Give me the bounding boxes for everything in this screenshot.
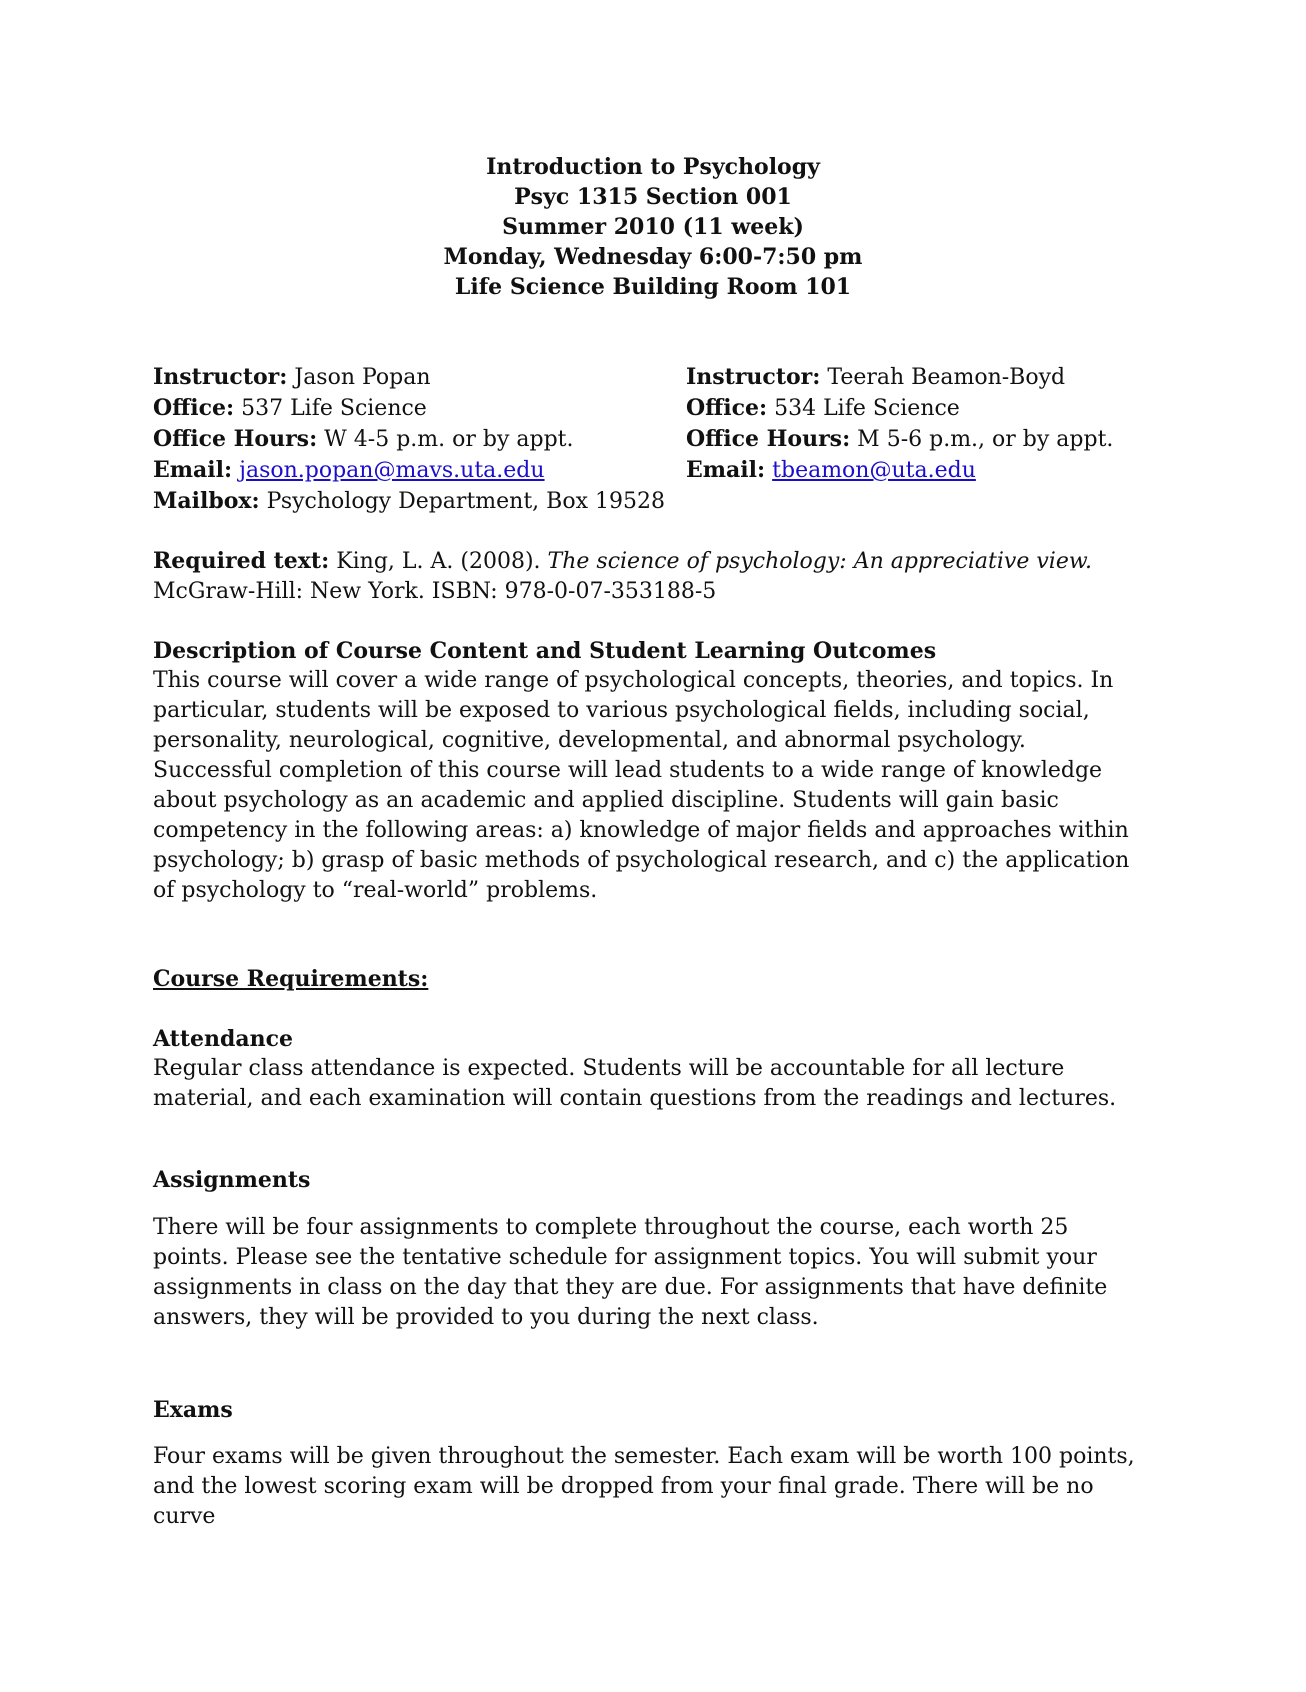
instructor-left xyxy=(153,362,665,517)
attendance-heading: Attendance xyxy=(153,1026,294,1052)
office-line xyxy=(153,393,665,424)
description-body: This course will cover a wide range of psychological concepts, theories, and topics. In particular, students will be exposed to various psychological fields, including social, personality, neurological, cognitive, developmental, and abnormal psychology. Successful completion of this course will lead students to a wide range of knowledge about psychology as an academic and applied discipline. Students will gain basic competency in the following areas: a) knowledge of major fields and approaches within psychology; b) grasp of basic methods of psychological research, and c) the application of psychology to “real-world” problems. xyxy=(153,668,1130,903)
email-link[interactable]: jason.popan@mavs.uta.edu xyxy=(239,458,545,483)
course-location: Life Science Building Room 101 xyxy=(454,274,852,300)
office-hours-line xyxy=(686,424,1113,455)
office-hours-value: M 5-6 p.m., or by appt. xyxy=(850,427,1114,452)
exams-heading: Exams xyxy=(153,1397,233,1423)
office-label: Office: xyxy=(686,395,768,421)
assignments-section xyxy=(153,1165,1143,1195)
office-hours-label: Office Hours: xyxy=(153,426,318,452)
office-line xyxy=(686,393,1113,424)
required-text-block xyxy=(153,546,1143,607)
email-label: Email: xyxy=(153,457,233,483)
instructor-name: Jason Popan xyxy=(287,365,431,390)
instructor-name: Teerah Beamon-Boyd xyxy=(820,365,1066,390)
exams-section xyxy=(153,1395,1143,1425)
required-text-paragraph xyxy=(153,546,1143,607)
assignments-heading: Assignments xyxy=(153,1167,311,1193)
email-label: Email: xyxy=(686,457,766,483)
exams-body-block xyxy=(153,1442,1143,1532)
course-title: Introduction to Psychology xyxy=(486,154,820,180)
instructor-label: Instructor: xyxy=(686,364,821,390)
office-hours-value: W 4-5 p.m. or by appt. xyxy=(317,427,574,452)
course-header xyxy=(0,152,1306,302)
description-heading: Description of Course Content and Student Learning Outcomes xyxy=(153,638,937,664)
attendance-body: Regular class attendance is expected. Students will be accountable for all lecture material, and each examination will contain questions from the readings and lectures. xyxy=(153,1056,1117,1111)
office-value: 537 Life Science xyxy=(234,396,427,421)
office-label: Office: xyxy=(153,395,235,421)
course-section: Psyc 1315 Section 001 xyxy=(514,184,792,210)
mailbox-line xyxy=(153,486,665,517)
required-text-title: The science of psychology: An appreciative view. xyxy=(547,549,1093,574)
course-term: Summer 2010 (11 week) xyxy=(502,214,804,240)
instructor-name-line xyxy=(153,362,665,393)
course-requirements-section xyxy=(153,964,1143,994)
instructor-name-line xyxy=(686,362,1113,393)
assignments-body: There will be four assignments to complete throughout the course, each worth 25 points. Please see the tentative schedule for assignment topics. You will submit your assignments in class on the day that they are due. For assignments that have definite answers, they will be provided to you during the next class. xyxy=(153,1215,1108,1330)
instructor-right xyxy=(686,362,1113,486)
course-requirements-heading: Course Requirements: xyxy=(153,966,429,992)
office-hours-label: Office Hours: xyxy=(686,426,851,452)
mailbox-value: Psychology Department, Box 19528 xyxy=(259,489,665,514)
email-line xyxy=(686,455,1113,486)
office-value: 534 Life Science xyxy=(767,396,960,421)
mailbox-label: Mailbox: xyxy=(153,488,260,514)
attendance-section xyxy=(153,1024,1143,1114)
description-section xyxy=(153,636,1143,906)
assignments-body-block xyxy=(153,1213,1143,1333)
email-link[interactable]: tbeamon@uta.edu xyxy=(772,458,976,483)
required-text-publisher: McGraw-Hill: New York. ISBN: 978-0-07-353188-5 xyxy=(153,579,717,604)
exams-body: Four exams will be given throughout the semester. Each exam will be worth 100 points, and the lowest scoring exam will be dropped from your final grade. There will be no curve xyxy=(153,1444,1135,1529)
required-text-citation: King, L. A. (2008). xyxy=(329,549,548,574)
required-text-label: Required text: xyxy=(153,548,330,574)
office-hours-line xyxy=(153,424,665,455)
instructor-label: Instructor: xyxy=(153,364,288,390)
email-line xyxy=(153,455,665,486)
course-schedule: Monday, Wednesday 6:00-7:50 pm xyxy=(443,244,863,270)
